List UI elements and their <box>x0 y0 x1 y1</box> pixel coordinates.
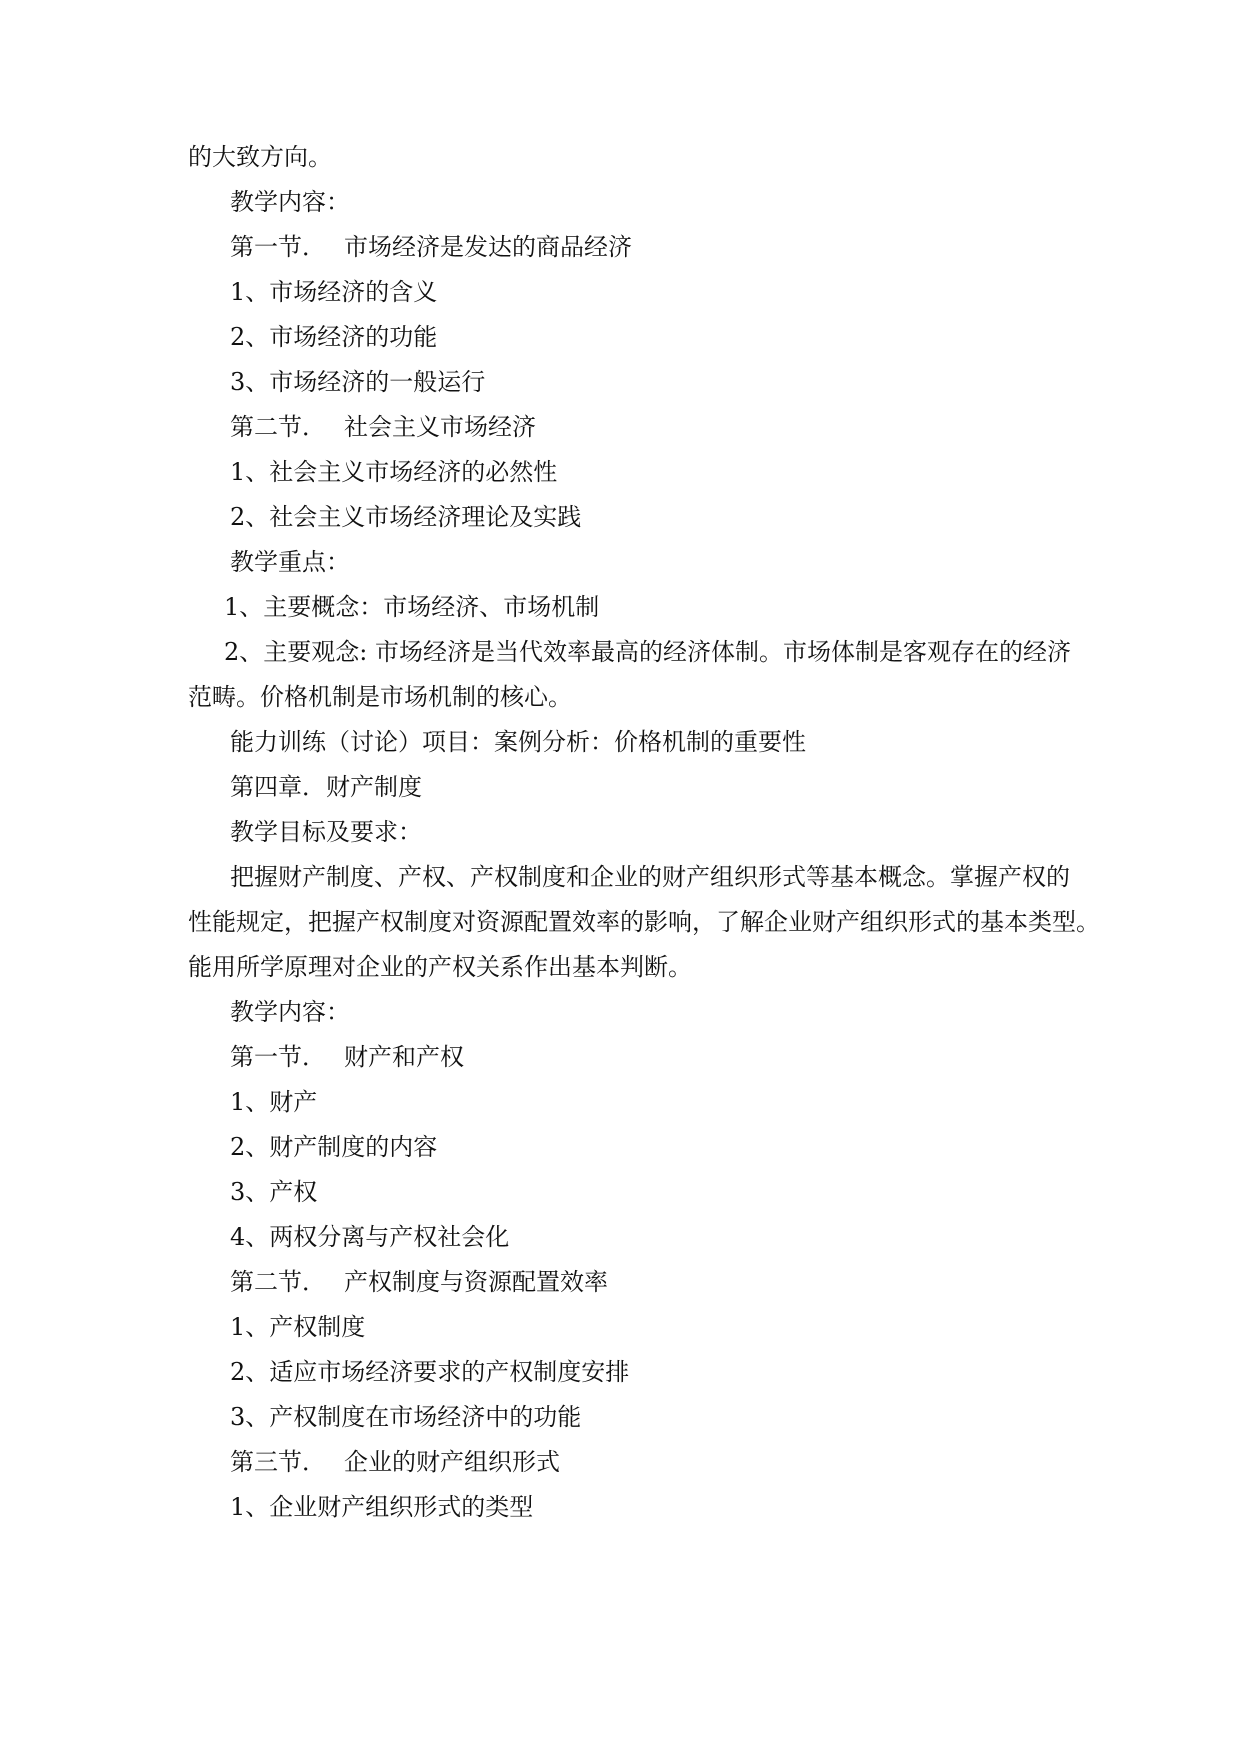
list-item: 1、产权制度 <box>230 1313 366 1341</box>
list-item: 3、市场经济的一般运行 <box>230 368 486 396</box>
section-name: 产权制度与资源配置效率 <box>344 1268 608 1296</box>
paragraph-line: 把握财产制度、产权、产权制度和企业的财产组织形式等基本概念。掌握产权的 <box>230 863 1070 891</box>
list-item: 1、市场经济的含义 <box>230 278 438 306</box>
section-number: 第三节． <box>230 1448 326 1476</box>
section-heading: 教学内容： <box>230 188 350 216</box>
section-number: 第二节． <box>230 1268 326 1296</box>
section-heading: 教学重点： <box>230 548 350 576</box>
paragraph-line: 能力训练（讨论）项目：案例分析：价格机制的重要性 <box>230 728 806 756</box>
paragraph-line: 范畴。价格机制是市场机制的核心。 <box>188 683 572 711</box>
paragraph-line: 性能规定，把握产权制度对资源配置效率的影响，了解企业财产组织形式的基本类型。 <box>188 908 1100 936</box>
list-item: 2、财产制度的内容 <box>230 1133 438 1161</box>
list-item: 4、两权分离与产权社会化 <box>230 1223 510 1251</box>
section-number: 第一节． <box>230 233 326 261</box>
section-name: 财产和产权 <box>344 1043 464 1071</box>
paragraph-line: 能用所学原理对企业的产权关系作出基本判断。 <box>188 953 692 981</box>
section-title <box>230 1040 464 1074</box>
paragraph-line: 2、主要观念: 市场经济是当代效率最高的经济体制。市场体制是客观存在的经济 <box>224 638 1071 666</box>
list-item: 1、财产 <box>230 1088 318 1116</box>
list-item: 1、社会主义市场经济的必然性 <box>230 458 558 486</box>
list-item: 3、产权制度在市场经济中的功能 <box>230 1403 582 1431</box>
list-item: 2、社会主义市场经济理论及实践 <box>230 503 582 531</box>
section-heading: 教学目标及要求： <box>230 818 422 846</box>
list-item: 2、市场经济的功能 <box>230 323 438 351</box>
list-item: 1、企业财产组织形式的类型 <box>230 1493 534 1521</box>
section-name: 社会主义市场经济 <box>344 413 536 441</box>
section-name: 市场经济是发达的商品经济 <box>344 233 632 261</box>
chapter-title: 第四章．财产制度 <box>230 773 422 801</box>
paragraph-continuation: 的大致方向。 <box>188 143 332 171</box>
section-title <box>230 230 632 264</box>
list-item: 2、适应市场经济要求的产权制度安排 <box>230 1358 630 1386</box>
list-item: 3、产权 <box>230 1178 318 1206</box>
section-title <box>230 1265 608 1299</box>
section-number: 第一节． <box>230 1043 326 1071</box>
section-name: 企业的财产组织形式 <box>344 1448 560 1476</box>
section-title <box>230 1445 560 1479</box>
section-heading: 教学内容： <box>230 998 350 1026</box>
section-number: 第二节． <box>230 413 326 441</box>
list-item: 1、主要概念：市场经济、市场机制 <box>224 593 600 621</box>
section-title <box>230 410 536 444</box>
